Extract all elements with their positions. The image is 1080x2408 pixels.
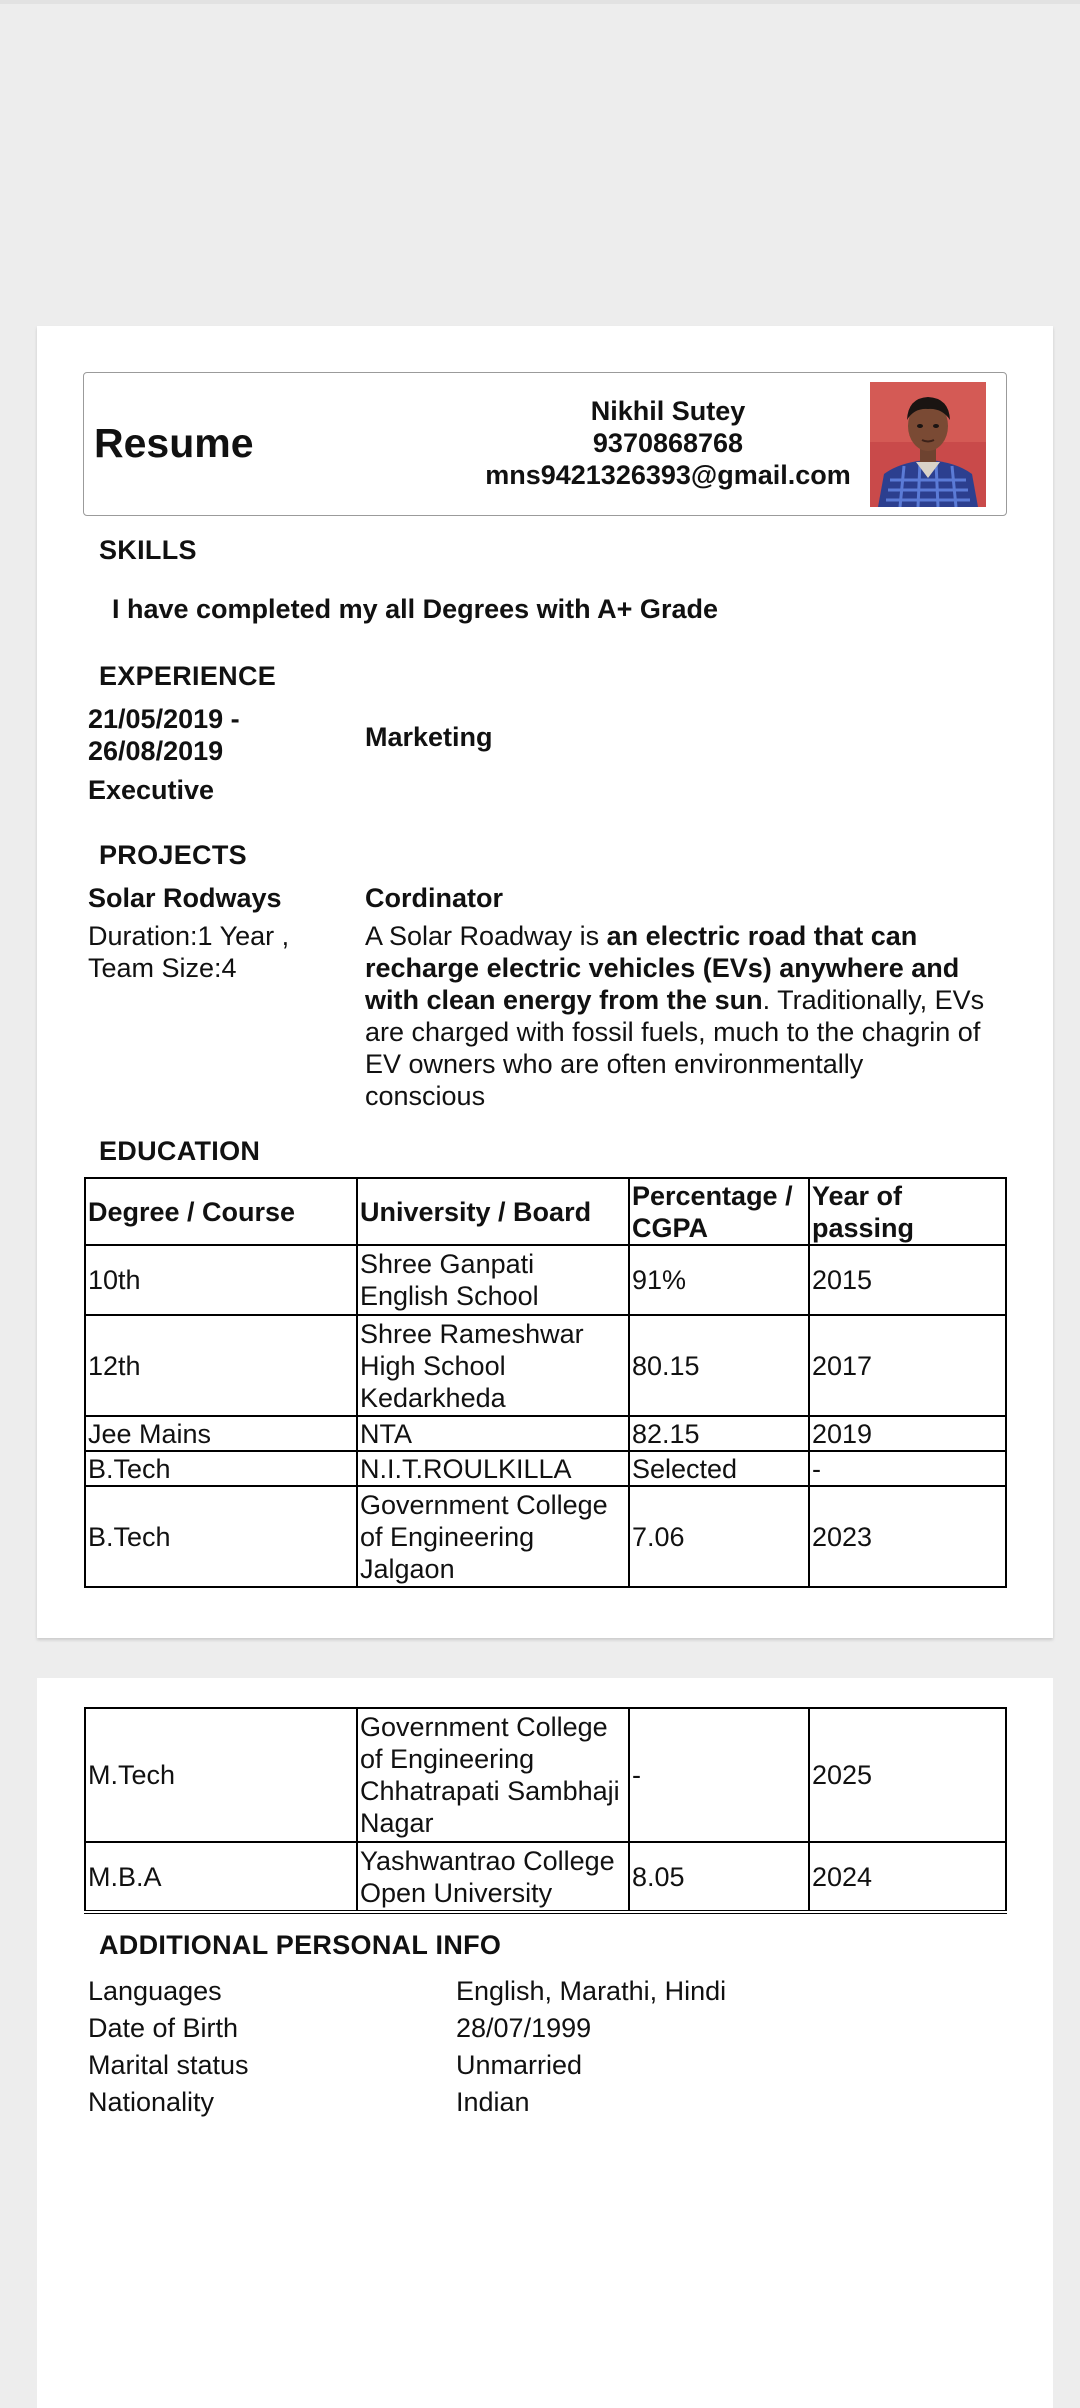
- column-header: University / Board: [357, 1178, 629, 1245]
- table-cell: Government College of Engineering Chhatrapati Sambhaji Nagar: [357, 1708, 629, 1842]
- personal-info-labels: [88, 1973, 249, 2121]
- table-row: [85, 1416, 1006, 1451]
- resume-title: Resume: [94, 420, 254, 466]
- table-cell: -: [809, 1451, 1006, 1486]
- table-cell: 91%: [629, 1245, 809, 1315]
- table-cell: M.Tech: [85, 1708, 357, 1842]
- table-cell: Shree Rameshwar High School Kedarkheda: [357, 1315, 629, 1416]
- table-cell: -: [629, 1708, 809, 1842]
- table-cell: 12th: [85, 1315, 357, 1416]
- table-row: [85, 1708, 1006, 1842]
- candidate-phone: 9370868768: [592, 428, 744, 458]
- table-cell: 10th: [85, 1245, 357, 1315]
- personal-info-values: [456, 1973, 726, 2121]
- info-value-nationality: Indian: [456, 2087, 530, 2117]
- table-cell: NTA: [357, 1416, 629, 1451]
- candidate-name: Nikhil Sutey: [590, 396, 746, 426]
- skills-text: I have completed my all Degrees with A+ Grade: [112, 594, 718, 624]
- contact-block: [474, 395, 862, 491]
- info-label-nationality: Nationality: [88, 2087, 215, 2117]
- column-header: Percentage / CGPA: [629, 1178, 809, 1245]
- column-header: Degree / Course: [85, 1178, 357, 1245]
- column-header: Year of passing: [809, 1178, 1006, 1245]
- table-cell: Selected: [629, 1451, 809, 1486]
- table-row: [85, 1842, 1006, 1912]
- table-cell: Jee Mains: [85, 1416, 357, 1451]
- info-label-marital: Marital status: [88, 2050, 249, 2080]
- skills-heading: SKILLS: [99, 535, 197, 565]
- table-row: [85, 1315, 1006, 1416]
- experience-field: Marketing: [365, 722, 493, 752]
- project-description-lead: A Solar Roadway is: [365, 921, 607, 951]
- info-label-languages: Languages: [88, 1976, 222, 2006]
- table-cell: 80.15: [629, 1315, 809, 1416]
- resume-header: [83, 372, 1007, 516]
- project-description: [365, 920, 985, 1112]
- table-cell: Yashwantrao College Open University: [357, 1842, 629, 1912]
- education-table: [84, 1177, 1007, 1588]
- table-cell: Shree Ganpati English School: [357, 1245, 629, 1315]
- resume-page-1: [37, 326, 1053, 1638]
- info-value-marital: Unmarried: [456, 2050, 583, 2080]
- table-cell: 7.06: [629, 1486, 809, 1587]
- project-role: Cordinator: [365, 883, 503, 913]
- profile-photo: [870, 382, 986, 507]
- table-cell: 2024: [809, 1842, 1006, 1912]
- experience-dates: 21/05/2019 - 26/08/2019: [88, 704, 240, 766]
- project-description-bold: an electric road that can recharge electric vehicles (EVs) anywhere and with clean energy from the sun: [365, 921, 960, 1015]
- table-cell: 2017: [809, 1315, 1006, 1416]
- info-value-dob: 28/07/1999: [456, 2013, 592, 2043]
- table-cell: 2025: [809, 1708, 1006, 1842]
- top-shadow: [0, 0, 1080, 4]
- table-row: [85, 1486, 1006, 1587]
- candidate-email: mns9421326393@gmail.com: [485, 460, 851, 490]
- table-cell: N.I.T.ROULKILLA: [357, 1451, 629, 1486]
- table-cell: 2023: [809, 1486, 1006, 1587]
- personal-info-heading: ADDITIONAL PERSONAL INFO: [99, 1930, 502, 1960]
- table-cell: 2019: [809, 1416, 1006, 1451]
- projects-heading: PROJECTS: [99, 840, 247, 870]
- project-name: Solar Rodways: [88, 883, 282, 913]
- info-value-languages: English, Marathi, Hindi: [456, 1976, 727, 2006]
- experience-heading: EXPERIENCE: [99, 661, 277, 691]
- project-meta: Duration:1 Year , Team Size:4: [88, 921, 290, 983]
- education-table-continued: [84, 1707, 1007, 1914]
- info-label-dob: Date of Birth: [88, 2013, 239, 2043]
- table-cell: 2015: [809, 1245, 1006, 1315]
- table-cell: B.Tech: [85, 1486, 357, 1587]
- resume-page-2: [37, 1678, 1053, 2408]
- experience-role: Executive: [88, 775, 215, 805]
- table-header-row: [85, 1178, 1006, 1245]
- table-row: [85, 1245, 1006, 1315]
- education-heading: EDUCATION: [99, 1136, 261, 1166]
- table-cell: 8.05: [629, 1842, 809, 1912]
- table-cell: 82.15: [629, 1416, 809, 1451]
- table-cell: Government College of Engineering Jalgaon: [357, 1486, 629, 1587]
- table-cell: M.B.A: [85, 1842, 357, 1912]
- table-cell: B.Tech: [85, 1451, 357, 1486]
- project-description-rest: . Traditionally, EVs are charged with fossil fuels, much to the chagrin of EV owners who are often environmentally conscious: [365, 985, 985, 1111]
- table-row: [85, 1451, 1006, 1486]
